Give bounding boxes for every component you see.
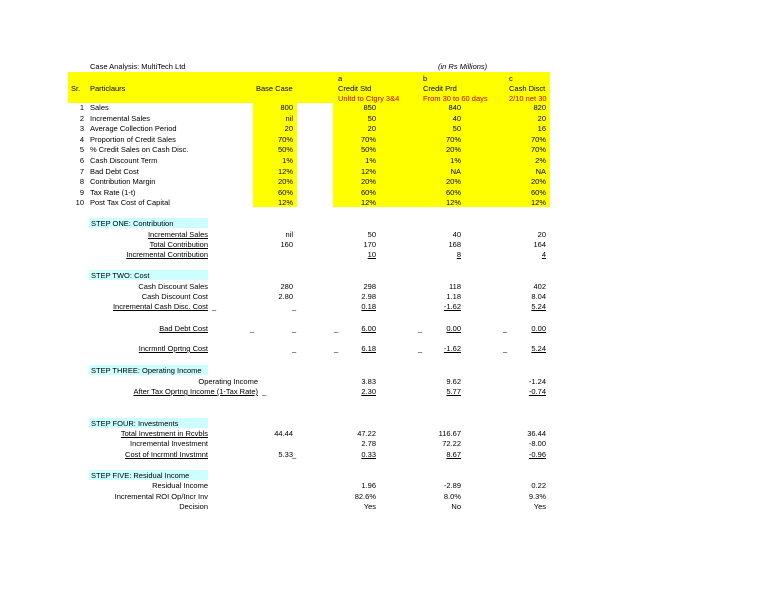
option-b-value: -1.62 bbox=[443, 344, 461, 353]
option-a-value: 20% bbox=[360, 177, 376, 186]
option-a-value: 12% bbox=[360, 198, 376, 207]
step1-row-label: Total Contribution bbox=[149, 240, 208, 249]
col-header-sr: Sr. bbox=[71, 84, 81, 93]
option-b-value: 40 bbox=[452, 230, 461, 239]
option-b-value: 8 bbox=[456, 250, 461, 259]
option-b-value: 50 bbox=[452, 124, 461, 133]
option-a-value: 60% bbox=[360, 188, 376, 197]
option-b-value: 72.22 bbox=[442, 439, 461, 448]
option-a-value: 0.18 bbox=[361, 302, 376, 311]
base-value: 60% bbox=[277, 188, 293, 197]
col-header-base: Base Case bbox=[256, 84, 293, 93]
option-c-value: 16 bbox=[537, 124, 546, 133]
step2-row-label: Incrmntl Oprtng Cost bbox=[138, 344, 208, 353]
col-header-a-letter: a bbox=[338, 74, 343, 83]
option-c-value: 9.3% bbox=[528, 492, 546, 501]
row-number: 2 bbox=[79, 114, 84, 123]
option-c-value: 70% bbox=[530, 135, 546, 144]
option-a-value: 3.83 bbox=[361, 377, 376, 386]
row-label: Proportion of Credit Sales bbox=[90, 135, 176, 144]
blank-dash: _ bbox=[292, 344, 297, 353]
blank-dash: _ bbox=[418, 344, 423, 353]
row-label: Incremental Sales bbox=[90, 114, 151, 123]
option-c-value: 20 bbox=[537, 114, 546, 123]
option-b-value: 840 bbox=[448, 103, 461, 112]
option-b-value: -2.89 bbox=[443, 481, 461, 490]
option-c-value: 20 bbox=[537, 230, 546, 239]
step5-row-label: Decision bbox=[179, 502, 208, 511]
blank-dash: _ bbox=[503, 324, 508, 333]
row-label: Post Tax Cost of Capital bbox=[90, 198, 170, 207]
col-header-particulars: Particlaurs bbox=[90, 84, 126, 93]
row-label: Average Collection Period bbox=[90, 124, 177, 133]
option-c-value: -0.74 bbox=[528, 387, 546, 396]
option-c-value: 36.44 bbox=[527, 429, 546, 438]
option-a-value: 170 bbox=[363, 240, 376, 249]
row-label: Sales bbox=[90, 103, 109, 112]
row-number: 6 bbox=[79, 156, 84, 165]
option-c-value: 4 bbox=[541, 250, 546, 259]
option-a-value: 20 bbox=[367, 124, 376, 133]
option-c-value: 5.24 bbox=[531, 302, 546, 311]
option-b-value: 5.77 bbox=[446, 387, 461, 396]
base-value: 2.80 bbox=[278, 292, 293, 301]
sheet-title: Case Analysis: MultiTech Ltd bbox=[90, 62, 186, 71]
col-header-c-name: Cash Disct bbox=[509, 84, 546, 93]
option-b-value: 1% bbox=[450, 156, 461, 165]
option-a-value: Yes bbox=[363, 502, 376, 511]
option-a-value: 12% bbox=[360, 167, 376, 176]
row-number: 10 bbox=[75, 198, 84, 207]
base-value: 800 bbox=[280, 103, 293, 112]
base-value: 12% bbox=[277, 167, 293, 176]
blank-dash: _ bbox=[262, 387, 267, 396]
col-header-b-letter: b bbox=[423, 74, 428, 83]
option-b-value: 20% bbox=[445, 177, 461, 186]
option-a-value: 82.6% bbox=[354, 492, 376, 501]
blank-dash: _ bbox=[334, 344, 339, 353]
base-value: 280 bbox=[280, 282, 293, 291]
row-label: % Credit Sales on Cash Disc. bbox=[90, 145, 189, 154]
base-value: 160 bbox=[280, 240, 293, 249]
step4-row-label: Incremental Investment bbox=[130, 439, 208, 448]
option-b-value: 0.00 bbox=[446, 324, 461, 333]
blank-dash: _ bbox=[503, 344, 508, 353]
base-value: 5.33 bbox=[278, 450, 293, 459]
base-value: 12% bbox=[277, 198, 293, 207]
option-c-value: Yes bbox=[533, 502, 546, 511]
option-a-value: 850 bbox=[363, 103, 376, 112]
option-a-value: 2.98 bbox=[361, 292, 376, 301]
row-number: 1 bbox=[79, 103, 84, 112]
option-a-value: 0.33 bbox=[361, 450, 376, 459]
option-a-value: 1.96 bbox=[361, 481, 376, 490]
blank-dash: _ bbox=[292, 302, 297, 311]
col-header-a-name: Credit Std bbox=[338, 84, 372, 93]
step1-title: STEP ONE: Contribution bbox=[91, 219, 174, 228]
step3-row-label: After Tax Oprtng Income (1-Tax Rate) bbox=[133, 387, 258, 396]
base-value: 44.44 bbox=[274, 429, 293, 438]
col-header-b-name: Credit Prd bbox=[423, 84, 457, 93]
option-b-value: 118 bbox=[449, 282, 461, 291]
row-number: 8 bbox=[79, 177, 84, 186]
step4-row-label: Cost of Incrmntl Invstmnt bbox=[125, 450, 208, 459]
option-b-value: 60% bbox=[445, 188, 461, 197]
option-c-value: 2% bbox=[535, 156, 546, 165]
row-label: Tax Rate (1-t) bbox=[90, 188, 136, 197]
option-a-value: 50 bbox=[367, 114, 376, 123]
option-b-value: 40 bbox=[452, 114, 461, 123]
step2-row-label: Cash Discount Sales bbox=[138, 282, 208, 291]
option-a-value: 10 bbox=[367, 250, 376, 259]
step2-row-label: Incremental Cash Disc. Cost bbox=[112, 302, 208, 311]
base-value: 1% bbox=[282, 156, 293, 165]
step4-title: STEP FOUR: Investments bbox=[91, 419, 179, 428]
blank-dash: _ bbox=[418, 324, 423, 333]
row-label: Cash Discount Term bbox=[90, 156, 158, 165]
base-value: 50% bbox=[277, 145, 293, 154]
col-header-c-desc: 2/10 net 30 bbox=[509, 94, 547, 103]
option-c-value: 8.04 bbox=[531, 292, 546, 301]
option-c-value: 0.00 bbox=[531, 324, 546, 333]
blank-dash: _ bbox=[212, 302, 217, 311]
option-c-value: 5.24 bbox=[531, 344, 546, 353]
option-b-value: 168 bbox=[448, 240, 461, 249]
col-header-c-letter: c bbox=[509, 74, 513, 83]
step2-title: STEP TWO: Cost bbox=[91, 271, 150, 280]
option-b-value: 1.18 bbox=[446, 292, 461, 301]
option-c-value: 164 bbox=[533, 240, 546, 249]
blank-dash: _ bbox=[250, 324, 255, 333]
option-a-value: 2.30 bbox=[361, 387, 376, 396]
base-value: 20 bbox=[284, 124, 293, 133]
step5-title: STEP FIVE: Residual Income bbox=[91, 471, 190, 480]
row-number: 5 bbox=[79, 145, 84, 154]
step1-row-label: Incremental Contribution bbox=[126, 250, 208, 259]
option-c-value: -1.24 bbox=[528, 377, 546, 386]
step2-row-label: Bad Debt Cost bbox=[159, 324, 208, 333]
option-a-value: 2.78 bbox=[361, 439, 376, 448]
option-c-value: 0.22 bbox=[531, 481, 546, 490]
col-header-b-desc: From 30 to 60 days bbox=[423, 94, 488, 103]
option-b-value: -1.62 bbox=[443, 302, 461, 311]
option-a-value: 298 bbox=[363, 282, 376, 291]
step2-row-label: Cash Discount Cost bbox=[141, 292, 208, 301]
option-a-value: 6.00 bbox=[361, 324, 376, 333]
option-c-value: NA bbox=[535, 167, 546, 176]
row-number: 3 bbox=[79, 124, 84, 133]
option-a-value: 47.22 bbox=[357, 429, 376, 438]
base-value: 20% bbox=[277, 177, 293, 186]
step3-row-label: Operating Income bbox=[198, 377, 258, 386]
option-a-value: 70% bbox=[360, 135, 376, 144]
row-label: Bad Debt Cost bbox=[90, 167, 139, 176]
blank-dash: _ bbox=[334, 324, 339, 333]
option-c-value: 70% bbox=[530, 145, 546, 154]
row-number: 4 bbox=[79, 135, 84, 144]
option-b-value: NA bbox=[450, 167, 461, 176]
step5-row-label: Residual Income bbox=[152, 481, 208, 490]
step5-row-label: Incremental ROI Op/Incr Inv bbox=[114, 492, 208, 501]
option-b-value: 9.62 bbox=[446, 377, 461, 386]
option-a-value: 1% bbox=[365, 156, 376, 165]
option-c-value: 402 bbox=[533, 282, 546, 291]
option-c-value: 12% bbox=[530, 198, 546, 207]
row-number: 9 bbox=[79, 188, 84, 197]
option-b-value: 12% bbox=[445, 198, 461, 207]
units-note: (in Rs Millions) bbox=[438, 62, 488, 71]
col-header-a-desc: Unltd to Ctgry 3&4 bbox=[338, 94, 400, 103]
option-c-value: -8.00 bbox=[528, 439, 546, 448]
blank-dash: _ bbox=[292, 450, 297, 459]
blank-dash: _ bbox=[292, 324, 297, 333]
step1-row-label: Incremental Sales bbox=[147, 230, 208, 239]
option-c-value: 60% bbox=[530, 188, 546, 197]
option-b-value: 116.67 bbox=[438, 429, 461, 438]
step3-title: STEP THREE: Operating Income bbox=[91, 366, 202, 375]
option-c-value: 20% bbox=[530, 177, 546, 186]
option-a-value: 50 bbox=[367, 230, 376, 239]
option-b-value: 20% bbox=[445, 145, 461, 154]
option-a-value: 50% bbox=[360, 145, 376, 154]
option-b-value: 8.0% bbox=[443, 492, 461, 501]
base-value: nil bbox=[285, 114, 293, 123]
option-a-value: 6.18 bbox=[361, 344, 376, 353]
base-value: nil bbox=[285, 230, 293, 239]
option-b-value: No bbox=[451, 502, 461, 511]
base-value: 70% bbox=[277, 135, 293, 144]
option-c-value: -0.96 bbox=[528, 450, 546, 459]
option-b-value: 70% bbox=[445, 135, 461, 144]
row-label: Contribution Margin bbox=[90, 177, 156, 186]
step4-row-label: Total Investment in Rcvbls bbox=[120, 429, 208, 438]
option-c-value: 820 bbox=[533, 103, 546, 112]
option-b-value: 8.67 bbox=[446, 450, 461, 459]
row-number: 7 bbox=[79, 167, 84, 176]
